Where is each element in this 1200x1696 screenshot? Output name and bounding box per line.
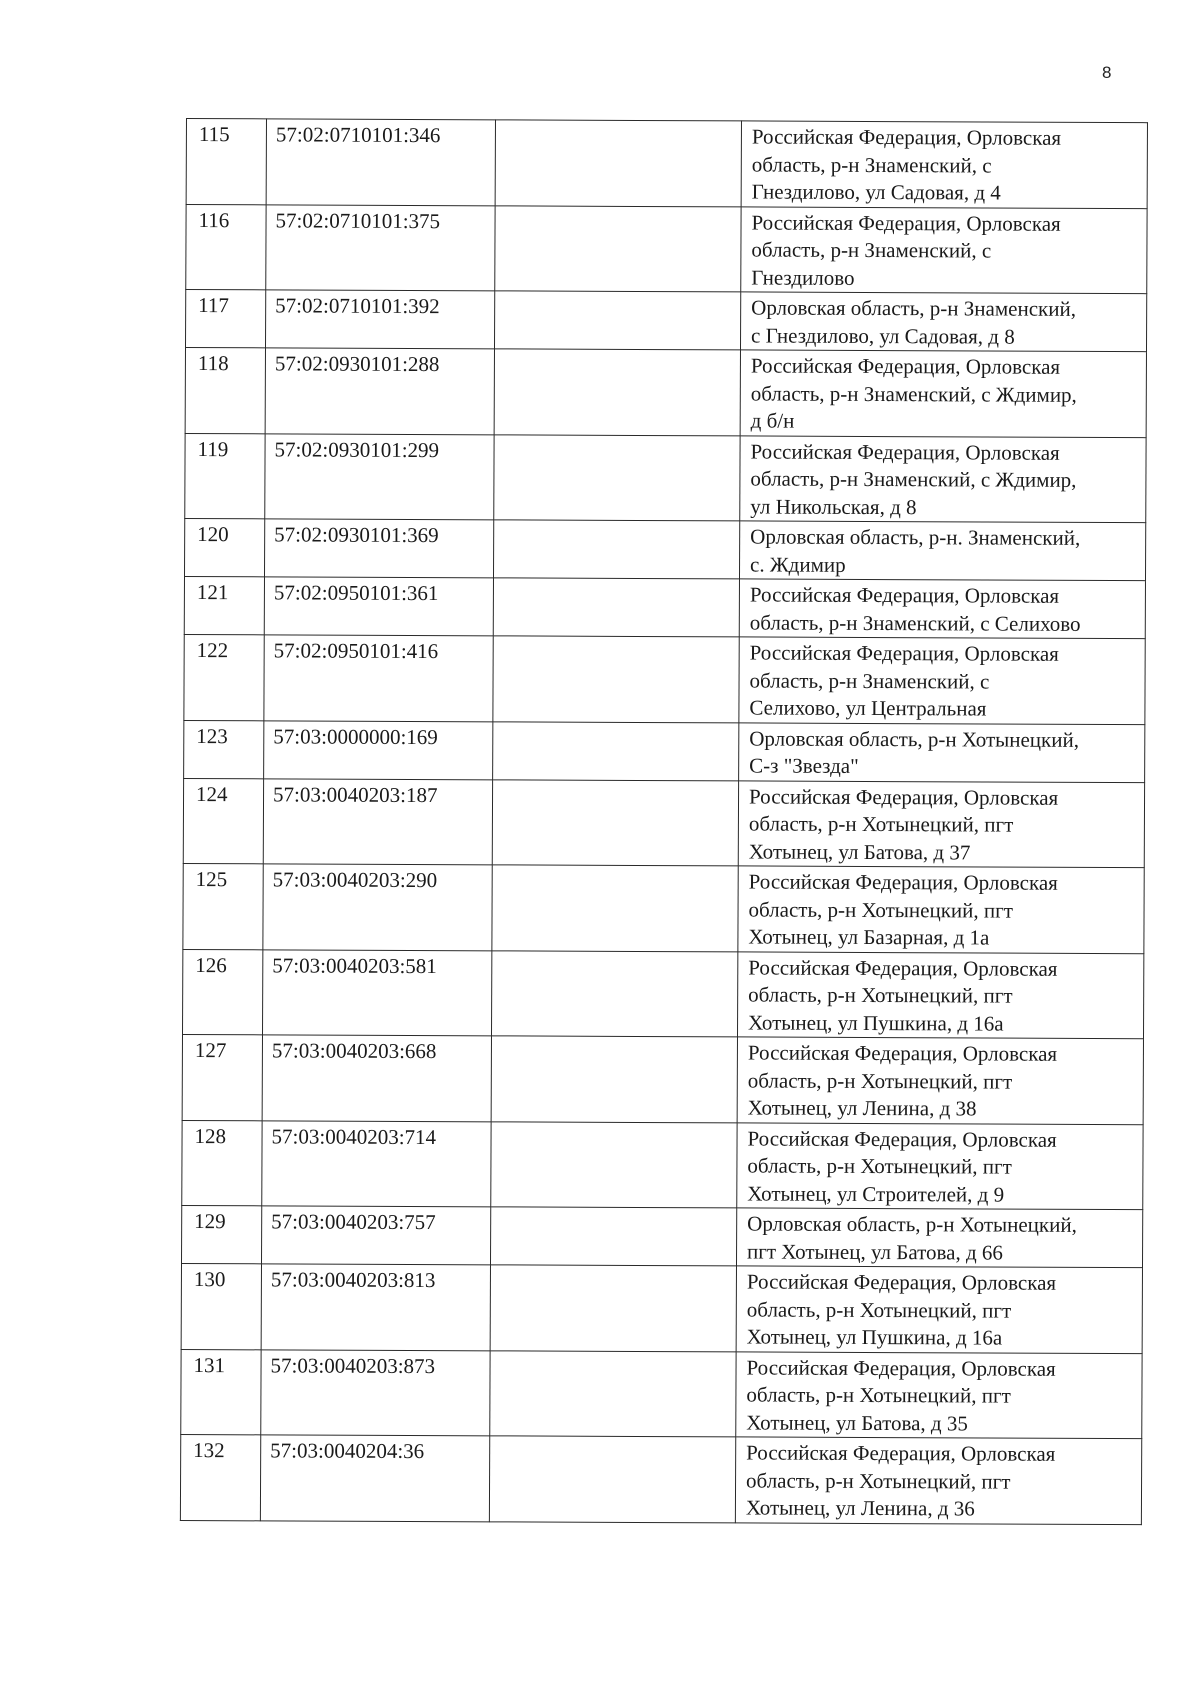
cadastral-number-cell <box>265 433 494 519</box>
address-line: Российская Федерация, Орловская <box>747 1125 1057 1152</box>
row-number-cell <box>180 1434 260 1520</box>
address-cell <box>738 780 1144 867</box>
address-line: область, р-н Хотынецкий, пгт <box>746 1296 1012 1323</box>
cadastral-number-cell <box>265 348 494 434</box>
row-number: 115 <box>198 122 230 147</box>
row-number-cell <box>181 1349 261 1435</box>
cadastral-number: 57:02:0710101:392 <box>275 293 440 319</box>
row-number-cell <box>186 119 266 205</box>
row-number-cell <box>184 634 264 720</box>
address-line: Гнездилово, ул Садовая, д 4 <box>751 179 1001 205</box>
empty-cell <box>493 636 739 723</box>
address-cell <box>736 1266 1142 1353</box>
cadastral-number-cell <box>265 290 494 349</box>
address-line: Российская Федерация, Орловская <box>747 1040 1058 1066</box>
address-line: область, р-н Знаменский, с Селихово <box>749 609 1081 636</box>
address-line: область, р-н Хотынецкий, пгт <box>748 811 1014 837</box>
cadastral-number: 57:02:0710101:375 <box>275 207 441 233</box>
address-line: с. Ждимир <box>750 551 846 577</box>
row-number: 116 <box>198 207 230 232</box>
empty-cell <box>493 721 739 780</box>
row-number: 128 <box>194 1123 227 1148</box>
cadastral-number: 57:03:0040203:873 <box>270 1352 436 1378</box>
empty-cell <box>492 779 738 866</box>
row-number-cell <box>183 863 263 949</box>
cadastral-number-cell <box>264 577 493 636</box>
row-number-cell <box>186 204 266 290</box>
table-row <box>182 1034 1143 1124</box>
empty-cell <box>493 520 739 579</box>
empty-cell <box>491 950 737 1037</box>
empty-cell <box>490 1207 736 1266</box>
row-number: 122 <box>196 638 229 663</box>
row-number-cell <box>181 1263 261 1349</box>
empty-cell <box>492 865 738 952</box>
address-line: Российская Федерация, Орловская <box>746 1440 1056 1466</box>
row-number: 118 <box>197 351 229 376</box>
table-row <box>181 1349 1142 1439</box>
cadastral-number: 57:02:0950101:361 <box>273 580 439 606</box>
address-cell <box>739 722 1145 782</box>
table-row <box>185 290 1146 352</box>
address-line: область, р-н Хотынецкий, пгт <box>746 1382 1011 1408</box>
row-number-cell <box>182 1205 262 1263</box>
address-cell <box>736 1208 1142 1268</box>
table-row <box>180 1434 1141 1524</box>
table-row <box>184 720 1145 782</box>
row-number: 132 <box>193 1438 225 1463</box>
address-cell <box>740 350 1146 437</box>
registry-table-body <box>180 119 1147 1525</box>
address-line: Хотынец, ул Пушкина, д 16а <box>746 1324 1003 1350</box>
empty-cell <box>495 205 741 292</box>
address-line: область, р-н Хотынецкий, пгт <box>746 1467 1011 1494</box>
address-line: Российская Федерация, Орловская <box>751 124 1062 150</box>
table-row <box>182 1205 1143 1267</box>
cadastral-number: 57:03:0040204:36 <box>270 1438 425 1464</box>
address-cell <box>740 435 1146 522</box>
row-number: 117 <box>198 293 229 318</box>
address-line: Орловская область, р-н. Знаменский, <box>750 524 1081 550</box>
address-line: Гнездилово <box>751 264 855 290</box>
row-number: 125 <box>195 867 228 892</box>
address-line: область, р-н Хотынецкий, пгт <box>748 982 1013 1008</box>
address-line: Хотынец, ул Ленина, д 36 <box>745 1495 975 1521</box>
address-line: область, р-н Хотынецкий, пгт <box>747 1153 1012 1179</box>
page-number: 8 <box>1102 63 1112 82</box>
address-line: пгт Хотынец, ул Батова, д 66 <box>747 1238 1003 1265</box>
address-line: Хотынец, ул Пушкина, д 16а <box>748 1009 1004 1036</box>
empty-cell <box>490 1265 736 1352</box>
cadastral-number: 57:02:0710101:346 <box>275 122 441 148</box>
table-row <box>184 576 1145 638</box>
row-number-cell <box>183 949 263 1035</box>
address-cell <box>737 951 1143 1038</box>
table-row <box>183 778 1144 868</box>
table-row <box>186 119 1147 209</box>
row-number-cell <box>184 720 264 778</box>
row-number: 126 <box>195 952 227 977</box>
address-cell <box>740 292 1146 352</box>
cadastral-number-cell <box>264 720 493 779</box>
cadastral-number-cell <box>262 1035 491 1121</box>
address-line: Российская Федерация, Орловская <box>748 869 1058 895</box>
registry-table <box>180 118 1148 1525</box>
address-line: Российская Федерация, Орловская <box>751 209 1061 236</box>
address-line: ул Никольская, д 8 <box>750 493 917 519</box>
address-line: Российская Федерация, Орловская <box>748 783 1059 810</box>
address-line: область, р-н Знаменский, с <box>751 151 992 178</box>
cadastral-number-cell <box>263 864 492 950</box>
address-cell <box>735 1437 1141 1524</box>
address-line: Селихово, ул Центральная <box>749 695 987 721</box>
cadastral-number-cell <box>261 1264 490 1350</box>
address-line: область, р-н Знаменский, с Ждимир, <box>750 466 1077 492</box>
address-line: Орловская область, р-н Хотынецкий, <box>747 1211 1077 1237</box>
row-number-cell <box>182 1120 262 1206</box>
address-cell <box>739 521 1145 581</box>
table-row <box>185 348 1146 438</box>
row-number: 131 <box>193 1352 226 1377</box>
cadastral-number-cell <box>262 1206 491 1265</box>
address-cell <box>737 1122 1143 1209</box>
row-number-cell <box>185 348 265 434</box>
cadastral-number: 57:02:0930101:369 <box>274 522 439 548</box>
cadastral-number: 57:03:0040203:290 <box>272 867 438 893</box>
address-cell <box>741 206 1147 293</box>
address-line: Хотынец, ул Строителей, д 9 <box>747 1180 1005 1207</box>
table-row <box>186 204 1147 294</box>
address-cell <box>738 866 1144 953</box>
cadastral-number: 57:03:0040203:757 <box>271 1209 436 1235</box>
address-line: Российская Федерация, Орловская <box>749 582 1060 608</box>
empty-cell <box>494 349 740 436</box>
cadastral-number: 57:03:0000000:169 <box>273 723 438 749</box>
row-number-cell <box>185 433 265 519</box>
address-line: д б/н <box>750 408 795 433</box>
empty-cell <box>489 1436 735 1523</box>
address-line: Российская Федерация, Орловская <box>746 1354 1056 1381</box>
table-row <box>183 949 1144 1039</box>
address-line: С-з "Звезда" <box>749 753 859 778</box>
address-line: Российская Федерация, Орловская <box>750 353 1061 379</box>
empty-cell <box>494 434 740 521</box>
table-row <box>184 518 1145 580</box>
cadastral-number: 57:02:0950101:416 <box>273 638 439 664</box>
row-number-cell <box>185 290 265 348</box>
cadastral-number-cell <box>264 635 493 721</box>
address-line: с Гнездилово, ул Садовая, д 8 <box>751 322 1015 349</box>
row-number: 121 <box>196 580 229 605</box>
table-row <box>184 634 1145 724</box>
address-line: Хотынец, ул Батова, д 37 <box>748 838 971 864</box>
address-cell <box>739 579 1145 639</box>
empty-cell <box>494 291 740 350</box>
row-number: 130 <box>193 1267 226 1292</box>
address-cell <box>736 1351 1142 1438</box>
address-line: область, р-н Хотынецкий, пгт <box>748 896 1013 923</box>
table-row <box>183 863 1144 953</box>
address-line: область, р-н Знаменский, с <box>751 237 992 263</box>
address-line: Российская Федерация, Орловская <box>746 1269 1057 1295</box>
cadastral-number: 57:03:0040203:187 <box>272 781 438 807</box>
row-number-cell <box>182 1034 262 1120</box>
address-line: область, р-н Знаменский, с <box>749 667 990 694</box>
address-line: область, р-н Хотынецкий, пгт <box>747 1067 1013 1094</box>
address-line: Российская Федерация, Орловская <box>749 640 1059 666</box>
address-line: Хотынец, ул Батова, д 35 <box>746 1409 968 1435</box>
empty-cell <box>490 1350 736 1437</box>
row-number: 120 <box>197 522 229 547</box>
row-number-cell <box>184 518 264 576</box>
address-line: Хотынец, ул Базарная, д 1а <box>748 924 990 950</box>
address-line: Российская Федерация, Орловская <box>748 954 1058 981</box>
table-row <box>185 433 1146 523</box>
cadastral-number-cell <box>266 119 495 205</box>
empty-cell <box>491 1036 737 1123</box>
cadastral-number-cell <box>262 1120 491 1206</box>
cadastral-number-cell <box>260 1435 489 1521</box>
address-cell <box>741 121 1147 208</box>
row-number-cell <box>183 778 263 864</box>
address-line: Российская Федерация, Орловская <box>750 438 1060 465</box>
address-line: Орловская область, р-н Знаменский, <box>751 295 1077 321</box>
empty-cell <box>495 120 741 207</box>
row-number-cell <box>184 576 264 634</box>
cadastral-number-cell <box>261 1349 490 1435</box>
cadastral-number: 57:03:0040203:813 <box>270 1267 436 1293</box>
cadastral-number: 57:02:0930101:288 <box>274 351 440 377</box>
address-line: Орловская область, р-н Хотынецкий, <box>749 725 1080 752</box>
row-number: 127 <box>194 1038 227 1063</box>
cadastral-number: 57:03:0040203:714 <box>271 1123 437 1149</box>
row-number: 119 <box>197 436 229 461</box>
cadastral-number-cell <box>263 949 492 1035</box>
row-number: 129 <box>194 1209 226 1234</box>
cadastral-number: 57:03:0040203:668 <box>271 1038 437 1064</box>
empty-cell <box>493 578 739 637</box>
address-line: Хотынец, ул Ленина, д 38 <box>747 1095 977 1121</box>
cadastral-number-cell <box>266 204 495 290</box>
cadastral-number: 57:03:0040203:581 <box>272 952 437 978</box>
address-line: область, р-н Знаменский, с Ждимир, <box>750 380 1077 407</box>
cadastral-number: 57:02:0930101:299 <box>274 436 440 462</box>
address-cell <box>739 637 1145 724</box>
table-row <box>182 1120 1143 1210</box>
table-row <box>181 1263 1142 1353</box>
address-cell <box>737 1037 1143 1124</box>
row-number: 123 <box>196 723 228 748</box>
cadastral-number-cell <box>264 519 493 578</box>
cadastral-number-cell <box>263 778 492 864</box>
empty-cell <box>491 1121 737 1208</box>
row-number: 124 <box>196 781 228 806</box>
